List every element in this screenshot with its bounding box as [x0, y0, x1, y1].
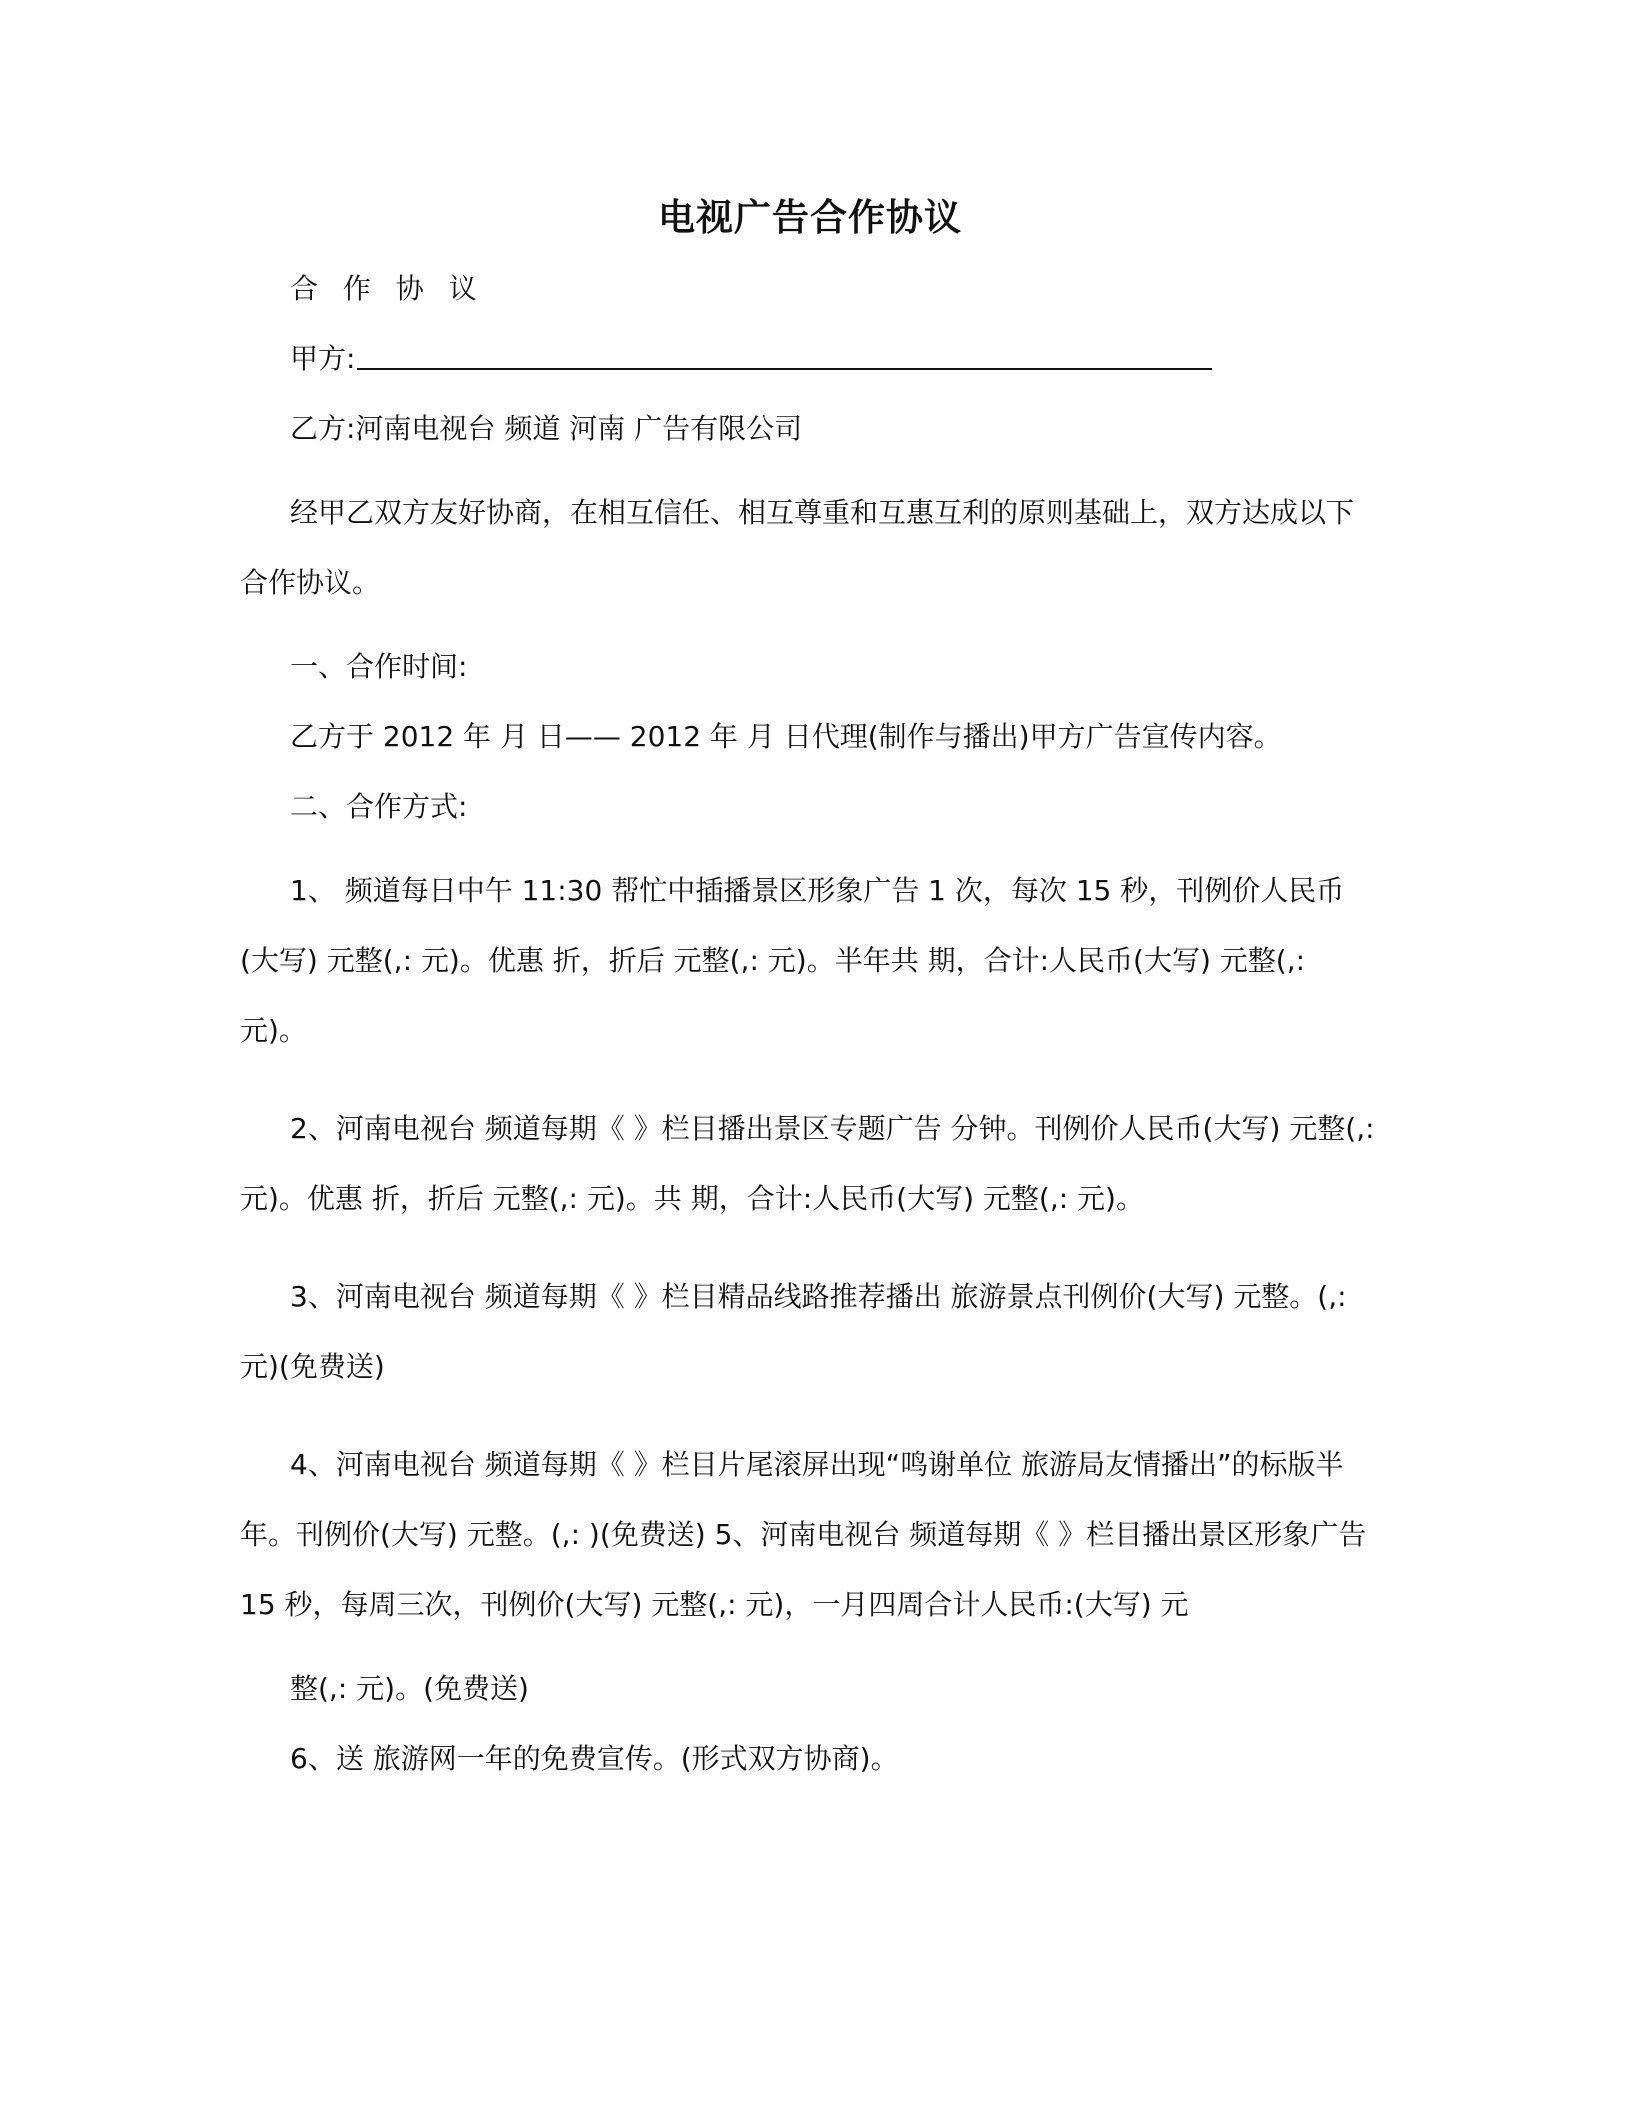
- document-title: 电视广告合作协议: [658, 196, 962, 239]
- agreement-document: [240, 190, 1380, 1808]
- item-5-tail-line: 整(,: 元)。(免费送): [290, 1672, 529, 1705]
- item-3-paragraph: 3、河南电视台 频道每期《 》栏目精品线路推荐播出 旅游景点刊例价(大写) 元整。(,: 元)(免费送): [240, 1280, 1347, 1383]
- intro-paragraph: 经甲乙双方友好协商，在相互信任、相互尊重和互惠互利的原则基础上，双方达成以下合作协议。: [240, 496, 1355, 599]
- section-2-heading: 二、合作方式:: [290, 790, 468, 823]
- party-a-label: 甲方:: [290, 342, 356, 375]
- item-2-paragraph: 2、河南电视台 频道每期《 》栏目播出景区专题广告 分钟。刊例价人民币(大写) 元整(,: 元)。优惠 折，折后 元整(,: 元)。共 期，合计:人民币(大写) 元整(,: 元)。: [240, 1112, 1375, 1215]
- section-1-heading: 一、合作时间:: [290, 650, 468, 683]
- party-a-blank-line: [357, 368, 1212, 370]
- section-1-text: 乙方于 2012 年 月 日—— 2012 年 月 日代理(制作与播出)甲方广告宣传内容。: [290, 720, 1282, 753]
- party-b-line: 乙方:河南电视台 频道 河南 广告有限公司: [290, 412, 803, 445]
- item-4-5-paragraph: 4、河南电视台 频道每期《 》栏目片尾滚屏出现“鸣谢单位 旅游局友情播出”的标版半年。刊例价(大写) 元整。(,: )(免费送) 5、河南电视台 频道每期《 》栏目播出景区形象广告 15 秒，每周三次，刊例价(大写) 元整(,: 元)，一月四周合计人民币:(大写) 元: [240, 1448, 1367, 1621]
- party-a-line: [240, 338, 1380, 380]
- item-1-paragraph: 1、 频道每日中午 11:30 帮忙中插播景区形象广告 1 次，每次 15 秒，刊例价人民币(大写) 元整(,: 元)。优惠 折，折后 元整(,: 元)。半年共 期，合计:人民币(大写) 元整(,: 元)。: [240, 874, 1345, 1047]
- document-subtitle: 合 作 协 议: [290, 272, 485, 305]
- item-6-paragraph: 6、送 旅游网一年的免费宣传。(形式双方协商)。: [290, 1742, 899, 1775]
